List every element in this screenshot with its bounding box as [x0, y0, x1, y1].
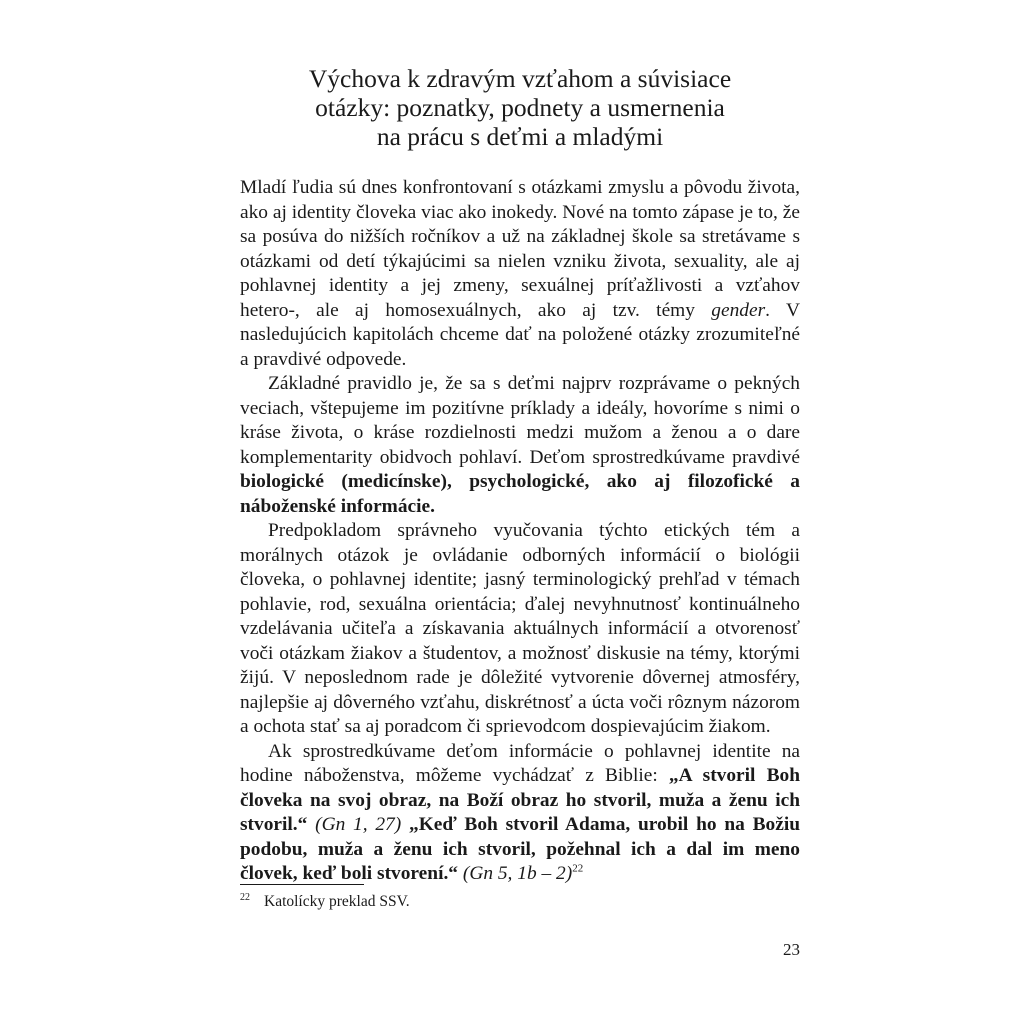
- bible-reference-1: (Gn 1, 27): [307, 814, 409, 835]
- bible-quote-1: „A stvoril Boh človeka na svoj obraz, na Boží obraz ho stvoril, muža a ženu ich stvoril.“: [240, 765, 800, 835]
- paragraph-3: [240, 519, 800, 740]
- footnote: [240, 888, 800, 912]
- bible-quote-2: „Keď Boh stvoril Adama, urobil ho na Božiu podobu, muža a ženu ich stvoril, požehnal ich a dal im meno človek, keď boli stvorení.“: [240, 814, 801, 884]
- chapter-title-line-3: na prácu s deťmi a mladými: [376, 122, 664, 151]
- paragraph-1-text-b: . V nasledujúcich kapitolách chceme dať na položené otázky zrozumiteľné a pravdivé odpovede.: [240, 299, 800, 370]
- paragraph-1-text-a: Mladí ľudia sú dnes konfrontovaní s otázkami zmyslu a pôvodu života, ako aj identity človeka viac ako inokedy. Nové na tomto zápase je to, že sa posúva do nižších ročníkov a už na základnej škole sa stretávame s otázkami od detí týkajúcimi sa nielen vzniku života, sexuality, ale aj pohlavnej identity a jej zmeny, sexuálnej príťažlivosti a vzťahov hetero-, ale aj homosexuálnych, ako aj tzv. témy: [240, 177, 800, 321]
- paragraph-1: [240, 176, 800, 372]
- paragraph-2: [240, 372, 800, 519]
- footnote-reference[interactable]: 22: [572, 862, 584, 875]
- paragraph-3-text: Predpokladom správneho vyučovania týchto etických tém a morálnych otázok je ovládanie odborných informácií o biológii človeka, o pohlavnej identite; jasný terminologický prehľad v témach pohlavie, rod, sexuálna orientácia; ďalej nevyhnutnosť kontinuálneho vzdelávania učiteľa a získavania aktuálnych informácií a otvorenosť voči otázkam žiakov a študentov, a možnosť diskusie na témy, ktorými žijú. V neposlednom rade je dôležité vytvorenie dôvernej atmosféry, najlepšie aj dôverného vzťahu, diskrétnosť a úcta voči rôznym názorom a ochota stať sa aj poradcom či sprievodcom dospievajúcim žiakom.: [240, 520, 800, 737]
- chapter-title-line-1: Výchova k zdravým vzťahom a súvisiace: [308, 64, 732, 93]
- paragraph-2-bold-text: biologické (medicínske), psychologické, ako aj filozofické a náboženské informácie.: [240, 471, 800, 517]
- body-text: [240, 176, 800, 887]
- chapter-title: [240, 64, 800, 151]
- paragraph-4: [240, 740, 800, 887]
- footnote-number: 22: [240, 892, 250, 903]
- paragraph-2-text-a: Základné pravidlo je, že sa s deťmi najprv rozprávame o pekných veciach, vštepujeme im pozitívne príklady a ideály, hovoríme s nimi o kráse života, o kráse rozdielnosti medzi mužom a ženou a o dare komplementarity obidvoch pohlaví. Deťom sprostredkúvame pravdivé: [240, 373, 800, 468]
- chapter-title-line-2: otázky: poznatky, podnety a usmernenia: [315, 93, 725, 122]
- footnote-divider: [240, 884, 364, 885]
- paragraph-1-italic-term: gender: [711, 299, 766, 321]
- footnote-text: Katolícky preklad SSV.: [264, 893, 410, 911]
- paragraph-4-text-a: Ak sprostredkúvame deťom informácie o pohlavnej identite na hodine náboženstva, môžeme vychádzať z Biblie:: [240, 740, 800, 786]
- bible-reference-2: (Gn 5, 1b – 2): [458, 863, 573, 884]
- page-number: 23: [783, 940, 800, 959]
